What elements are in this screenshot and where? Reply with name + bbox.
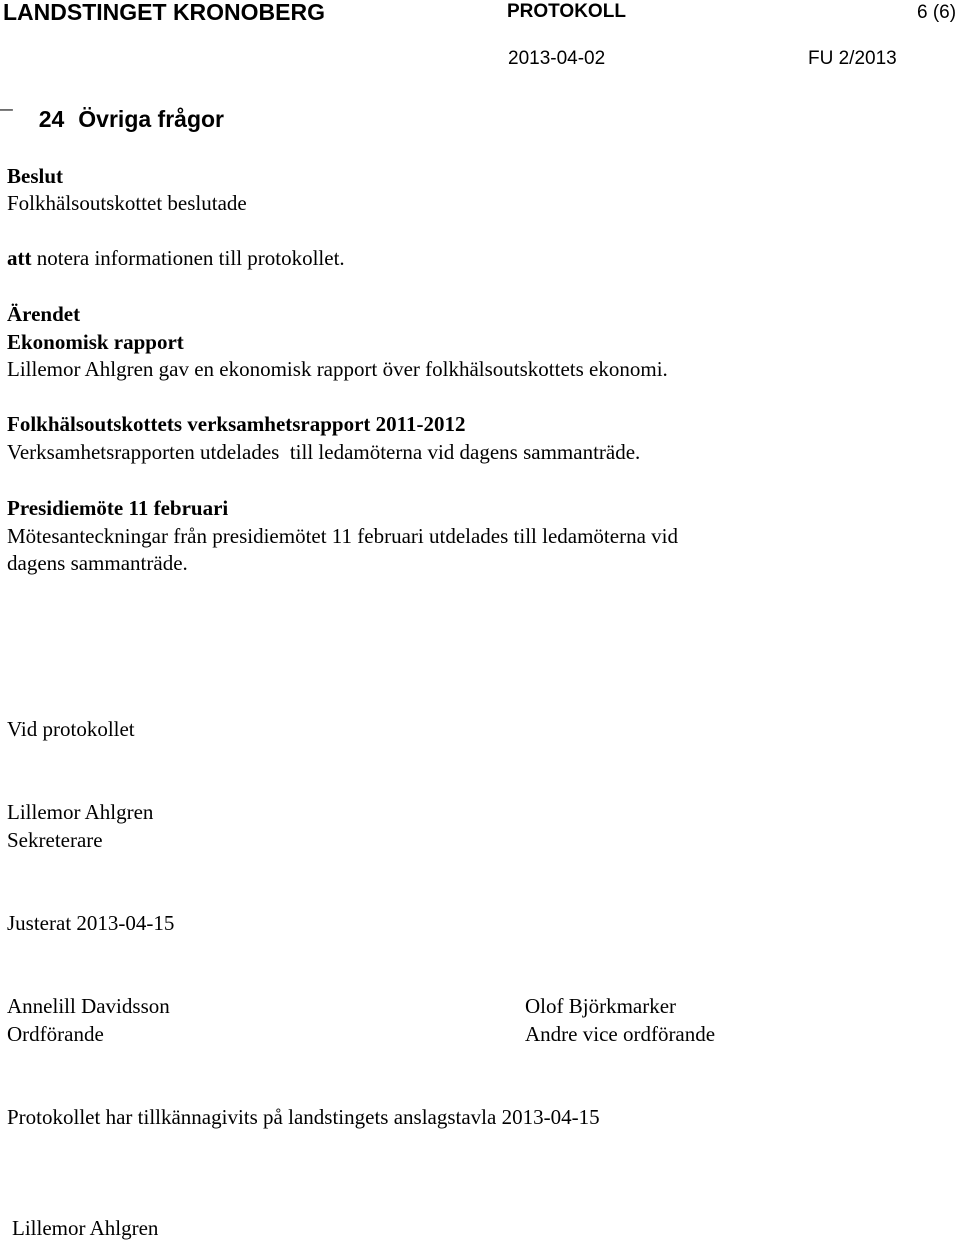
chair-role: Ordförande [7, 1022, 104, 1046]
secretary-name: Lillemor Ahlgren [7, 800, 154, 824]
section-marker: ¯ [0, 106, 13, 132]
item-title: Folkhälsoutskottets verksamhetsrapport 2011-2012 [7, 412, 466, 436]
item-title: Ekonomisk rapport [7, 330, 184, 354]
chair-name: Annelill Davidsson [7, 994, 170, 1018]
organization-name: LANDSTINGET KRONOBERG [3, 0, 325, 25]
decision-intro: Folkhälsoutskottet beslutade [7, 191, 247, 215]
document-type: PROTOKOLL [507, 1, 626, 22]
item-text: Mötesanteckningar från presidiemötet 11 februari utdelades till ledamöterna vid [7, 524, 678, 548]
item-text: Verksamhetsrapporten utdelades till ledamöterna vid dagens sammanträde. [7, 440, 641, 464]
att-word: att [7, 246, 32, 270]
item-text: dagens sammanträde. [7, 551, 188, 575]
matter-heading: Ärendet [7, 302, 81, 326]
decision-heading: Beslut [7, 164, 64, 188]
vice-chair-name: Olof Björkmarker [525, 994, 677, 1018]
meeting-date: 2013-04-02 [508, 48, 606, 69]
decision-text [7, 248, 345, 269]
posted-notice: Protokollet har tillkännagivits på landstingets anslagstavla 2013-04-15 [7, 1105, 600, 1129]
page-number: 6 (6) [917, 2, 957, 23]
recorded-by-label: Vid protokollet [7, 717, 135, 741]
vice-chair-role: Andre vice ordförande [525, 1022, 716, 1046]
section-heading [0, 108, 224, 131]
section-number: 24 [38, 106, 65, 132]
item-text: Lillemor Ahlgren gav en ekonomisk rapport över folkhälsoutskottets ekonomi. [7, 357, 668, 381]
item-title: Presidiemöte 11 februari [7, 496, 229, 520]
adjusted-date: Justerat 2013-04-15 [7, 911, 175, 935]
final-signature-name: Lillemor Ahlgren [12, 1216, 159, 1240]
att-text: notera informationen till protokollet. [31, 246, 345, 270]
secretary-role: Sekreterare [7, 828, 103, 852]
section-title: Övriga frågor [78, 106, 225, 132]
reference-number: FU 2/2013 [808, 48, 897, 69]
